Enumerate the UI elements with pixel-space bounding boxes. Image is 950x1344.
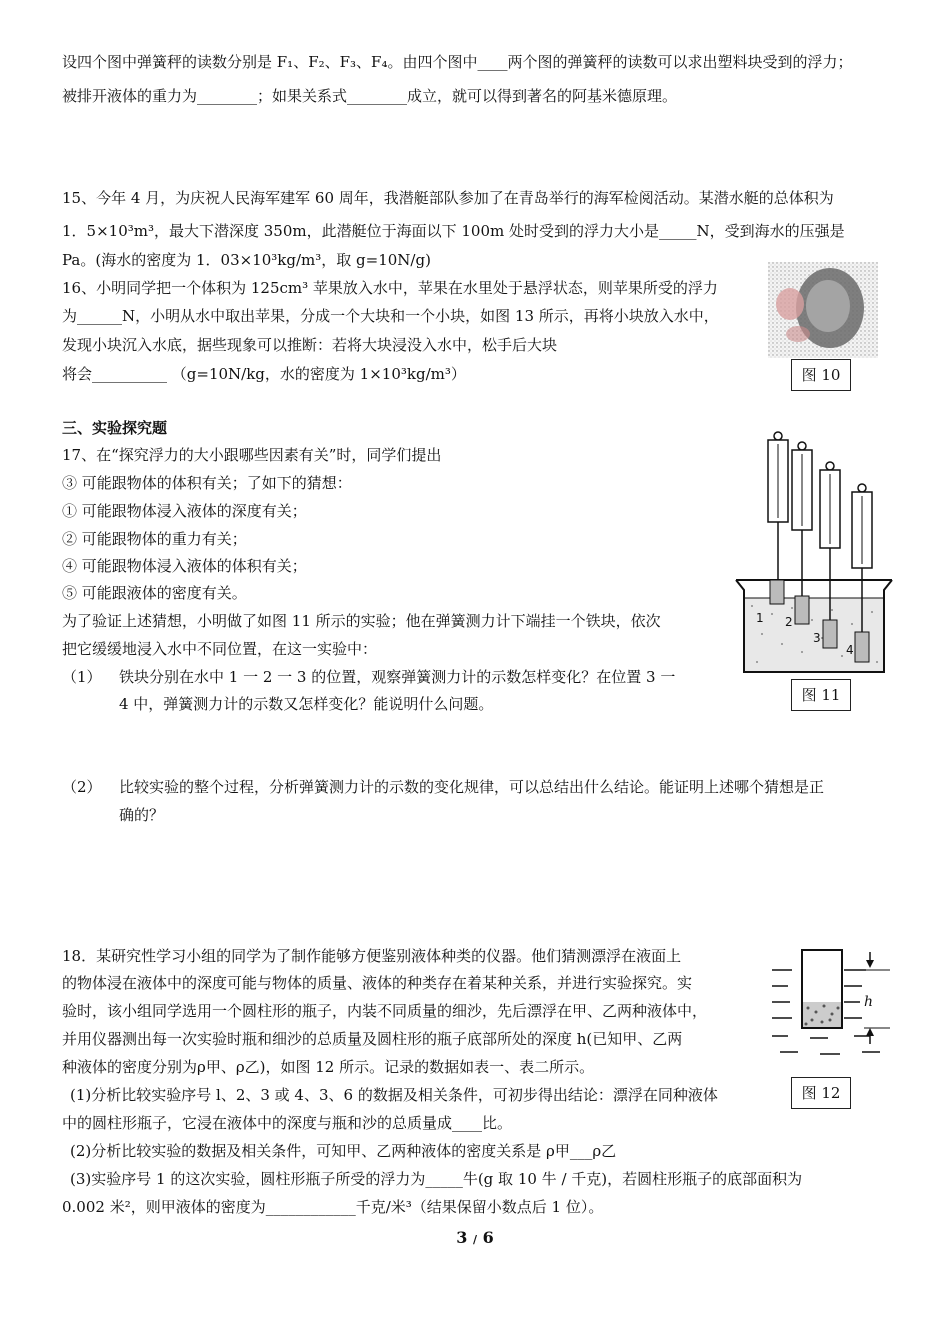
- q17-line-5: ④ 可能跟物体浸入液体的体积有关；: [62, 557, 307, 575]
- q14-line-2: 被排开液体的重力为________；如果关系式________成立，就可以得到著名的阿基米德原理。: [62, 87, 678, 105]
- q15-line-3: Pa。(海水的密度为 1．03×10³kg/m³，取 g=10N/g): [62, 251, 431, 269]
- position-label-3: 3: [813, 631, 821, 645]
- spring-scale-figure: [732, 430, 894, 678]
- q17-sub1-number: （1）: [62, 668, 102, 686]
- figure-11-caption: 图 11: [791, 679, 851, 711]
- q17-sub2-line-1: 比较实验的整个过程，分析弹簧测力计的示数的变化规律，可以总结出什么结论。能证明上述哪个猜想是正: [119, 778, 825, 796]
- q17-line-4: ② 可能跟物体的重力有关；: [62, 530, 247, 548]
- q17-line-6: ⑤ 可能跟液体的密度有关。: [62, 584, 247, 602]
- q17-line-7: 为了验证上述猜想，小明做了如图 11 所示的实验；他在弹簧测力计下端挂一个铁块，依次: [62, 612, 661, 630]
- q18-line-2: 的物体浸在液体中的深度可能与物体的质量、液体的种类存在着某种关系，并进行实验探究。实: [62, 974, 693, 992]
- apple-sketch-icon: [768, 262, 878, 358]
- position-label-4: 4: [846, 643, 854, 657]
- q18-line-3: 验时，该小组同学选用一个圆柱形的瓶子，内装不同质量的细沙，先后漂浮在甲、乙两种液体中，: [62, 1002, 708, 1020]
- q16-line-2: 为______N，小明从水中取出苹果，分成一个大块和一个小块，如图 13 所示，再将小块放入水中，: [62, 307, 719, 325]
- q18-line-7: 中的圆柱形瓶子，它浸在液体中的深度与瓶和沙的总质量成____比。: [62, 1114, 513, 1132]
- apple-figure: [768, 262, 878, 358]
- page-current: 3: [456, 1228, 468, 1247]
- q18-line-1: 18．某研究性学习小组的同学为了制作能够方便鉴别液体种类的仪器。他们猜测漂浮在液面上: [62, 947, 682, 965]
- q18-line-4: 并用仪器测出每一次实验时瓶和细沙的总质量及圆柱形的瓶子底部所处的深度 h(已知甲、乙两: [62, 1030, 683, 1048]
- figure-10-caption: 图 10: [791, 359, 851, 391]
- q18-line-9: (3)实验序号 1 的这次实验，圆柱形瓶子所受的浮力为_____牛(g 取 10 牛 / 千克)，若圆柱形瓶子的底部面积为: [70, 1170, 803, 1188]
- q17-line-1: 17、在“探究浮力的大小跟哪些因素有关”时，同学们提出: [62, 446, 442, 464]
- floating-bottle-diagram: [770, 944, 894, 1074]
- q18-line-6: (1)分析比较实验序号 l、2、3 或 4、3、6 的数据及相关条件，可初步得出结论：漂浮在同种液体: [70, 1086, 718, 1104]
- q17-sub1-line-2: 4 中，弹簧测力计的示数又怎样变化？能说明什么问题。: [119, 695, 494, 713]
- spring-scale-diagram: [732, 430, 894, 678]
- position-label-2: 2: [785, 615, 793, 629]
- page-total: 6: [482, 1228, 494, 1247]
- page-separator: /: [472, 1233, 478, 1246]
- q16-line-1: 16、小明同学把一个体积为 125cm³ 苹果放入水中，苹果在水里处于悬浮状态，则苹果所受的浮力: [62, 279, 718, 297]
- q18-line-5: 种液体的密度分别为ρ甲、ρ乙)，如图 12 所示。记录的数据如表一、表二所示。: [62, 1058, 595, 1076]
- q17-line-8: 把它缓缓地浸入水中不同位置，在这一实验中：: [62, 640, 378, 658]
- position-label-1: 1: [756, 611, 764, 625]
- q17-sub1-line-1: 铁块分别在水中 1 一 2 一 3 的位置，观察弹簧测力计的示数怎样变化？在位置 3 一: [119, 668, 676, 686]
- figure-12-caption: 图 12: [791, 1077, 851, 1109]
- q15-line-2: 1．5×10³m³，最大下潜深度 350m，此潜艇位于海面以下 100m 处时受到的浮力大小是_____N，受到海水的压强是: [62, 222, 845, 240]
- q17-line-3: ① 可能跟物体浸入液体的深度有关；: [62, 502, 307, 520]
- q14-line-1: 设四个图中弹簧秤的读数分别是 F₁、F₂、F₃、F₄。由四个图中____两个图的弹簧秤的读数可以求出塑料块受到的浮力；: [62, 53, 853, 71]
- floating-bottle-figure: [770, 944, 894, 1074]
- q18-line-10: 0.002 米²，则甲液体的密度为____________千克/米³（结果保留小数点后 1 位）。: [62, 1198, 604, 1216]
- q17-line-2: ③ 可能跟物体的体积有关；了如下的猜想：: [62, 474, 352, 492]
- section-title: 三、实验探究题: [62, 419, 168, 437]
- q18-line-8: (2)分析比较实验的数据及相关条件，可知甲、乙两种液体的密度关系是 ρ甲___ρ乙: [70, 1142, 617, 1160]
- q17-sub2-number: （2）: [62, 778, 102, 796]
- q16-line-4: 将会__________ （g=10N/kg，水的密度为 1×10³kg/m³）: [62, 365, 466, 383]
- q15-line-1: 15、今年 4 月，为庆祝人民海军建军 60 周年，我潜艇部队参加了在青岛举行的海军检阅活动。某潜水艇的总体积为: [62, 189, 834, 207]
- page-number: [0, 1228, 950, 1247]
- depth-h-label: h: [864, 994, 874, 1010]
- q16-line-3: 发现小块沉入水底，据些现象可以推断：若将大块浸没入水中，松手后大块: [62, 336, 558, 354]
- q17-sub2-line-2: 确的？: [119, 806, 165, 824]
